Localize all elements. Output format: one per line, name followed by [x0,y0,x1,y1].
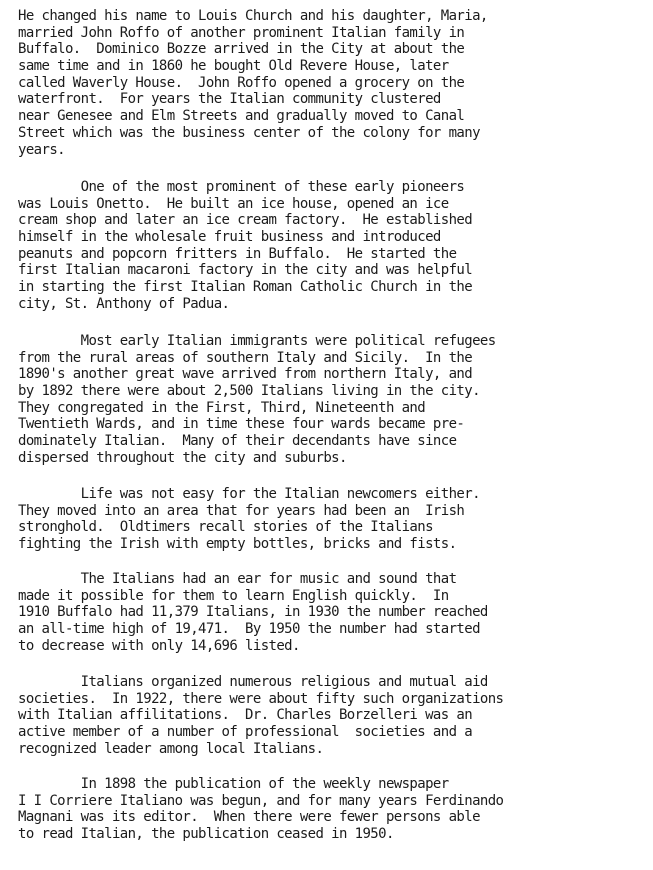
text-line: to decrease with only 14,696 listed. [18,637,300,654]
text-line: Italians organized numerous religious and mutual aid [18,674,488,690]
paragraph-louis-onetto [18,179,643,313]
text-line: called Waverly House. John Roffo opened a grocery on the [18,74,465,91]
text-line: dominately Italian. Many of their decendants have since [18,433,457,450]
text-line: He changed his name to Louis Church and his daughter, Maria, [18,8,488,24]
text-line: first Italian macaroni factory in the city and was helpful [18,262,473,279]
text-line: Buffalo. Dominico Bozze arrived in the City at about the [18,41,465,58]
paragraph-church-roffo-bozze [18,8,643,158]
text-line: stronghold. Oldtimers recall stories of the Italians [18,519,433,536]
text-line: in starting the first Italian Roman Catholic Church in the [18,279,473,296]
text-line: Street which was the business center of the colony for many [18,124,480,141]
text-line: recognized leader among local Italians. [18,740,324,757]
text-line: married John Roffo of another prominent Italian family in [18,24,465,41]
text-line: fighting the Irish with empty bottles, bricks and fists. [18,536,457,553]
text-line: dispersed throughout the city and suburbs. [18,449,347,466]
paragraph-population [18,571,643,654]
text-line: They congregated in the First, Third, Nineteenth and [18,399,426,416]
text-line: Most early Italian immigrants were political refugees [18,333,496,349]
text-line: active member of a number of professional societies and a [18,724,473,741]
text-line: himself in the wholesale fruit business and introduced [18,229,441,246]
text-line: Magnani was its editor. When there were fewer persons able [18,809,480,826]
text-line: waterfront. For years the Italian community clustered [18,91,441,108]
text-line: years. [18,141,65,158]
text-line: same time and in 1860 he bought Old Revere House, later [18,58,449,75]
text-line: 1890's another great wave arrived from northern Italy, and [18,366,473,383]
text-line: societies. In 1922, there were about fifty such organizations [18,690,504,707]
text-line: to read Italian, the publication ceased in 1950. [18,826,394,843]
text-line: with Italian affilitations. Dr. Charles Borzelleri was an [18,707,473,724]
text-line: near Genesee and Elm Streets and gradually moved to Canal [18,108,465,125]
text-line: The Italians had an ear for music and sound that [18,571,457,587]
text-line: city, St. Anthony of Padua. [18,295,230,312]
text-line: Life was not easy for the Italian newcomers either. [18,486,480,502]
text-line: Twentieth Wards, and in time these four wards became pre- [18,416,465,433]
paragraph-newspaper [18,776,643,843]
text-line: an all-time high of 19,471. By 1950 the number had started [18,621,480,638]
text-line: was Louis Onetto. He built an ice house, opened an ice [18,195,449,212]
text-line: by 1892 there were about 2,500 Italians living in the city. [18,383,480,400]
text-line: cream shop and later an ice cream factory. He established [18,212,473,229]
paragraph-societies [18,674,643,757]
text-line: In 1898 the publication of the weekly newspaper [18,776,449,792]
text-line: from the rural areas of southern Italy and Sicily. In the [18,349,473,366]
paragraph-immigrants [18,333,643,467]
text-line: One of the most prominent of these early pioneers [18,179,465,195]
text-line: 1910 Buffalo had 11,379 Italians, in 1930 the number reached [18,604,488,621]
paragraph-newcomers [18,486,643,553]
text-line: I I Corriere Italiano was begun, and for many years Ferdinando [18,792,504,809]
text-line: made it possible for them to learn English quickly. In [18,587,449,604]
text-line: They moved into an area that for years had been an Irish [18,502,465,519]
text-line: peanuts and popcorn fritters in Buffalo. He started the [18,245,457,262]
